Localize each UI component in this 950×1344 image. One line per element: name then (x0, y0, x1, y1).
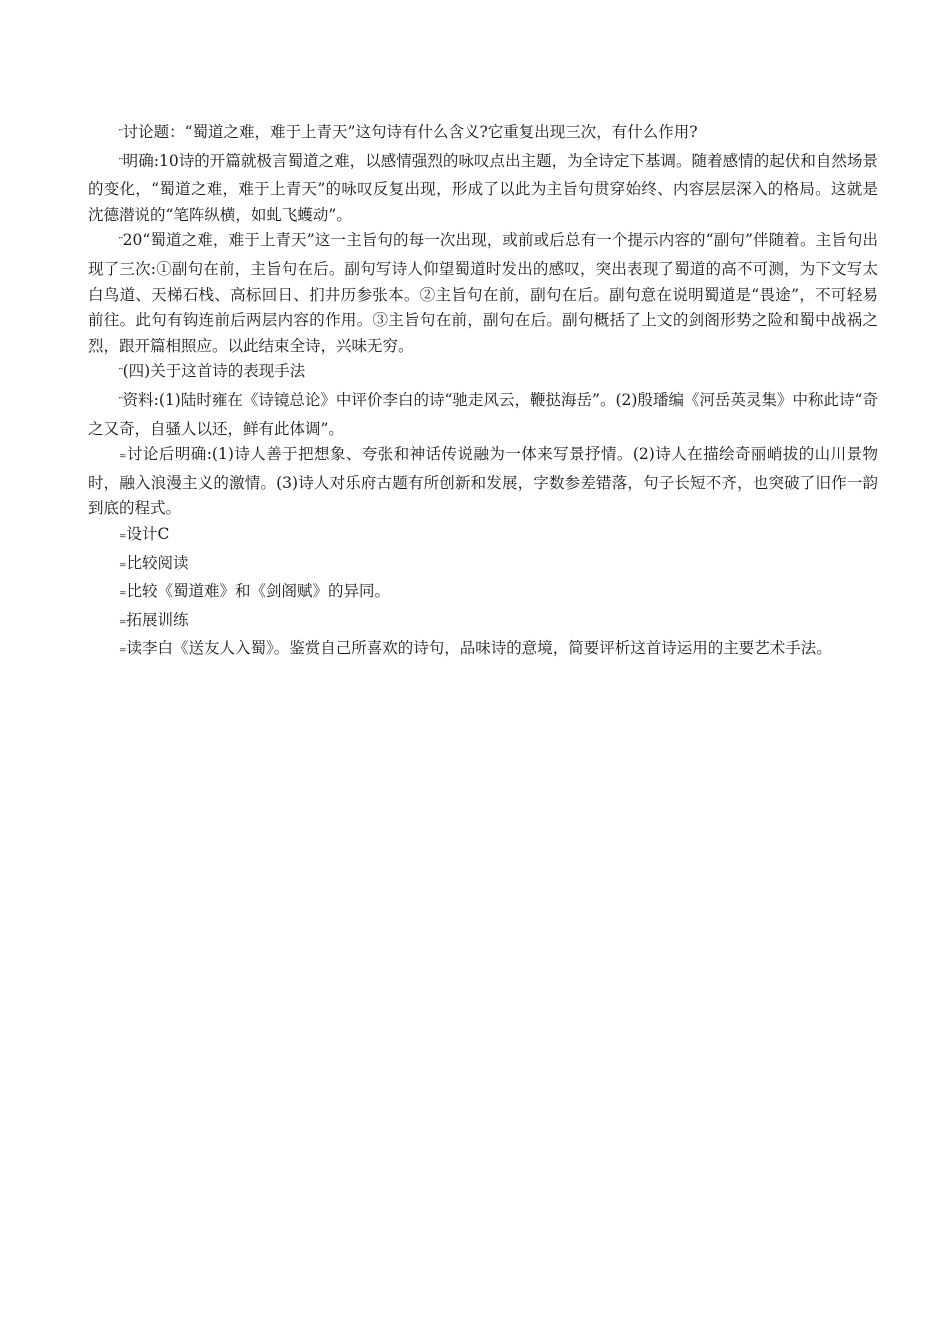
paragraph-text: 拓展训练 (126, 610, 189, 629)
paragraph-marker-icon: = (119, 617, 126, 628)
paragraph-extension-task (88, 636, 878, 665)
section-heading-techniques (88, 359, 878, 388)
paragraph-text: 设计C (126, 524, 170, 543)
paragraph-text: 20“蜀道之难，难于上青天”这一主旨句的每一次出现，或前或后总有一个提示内容的“副句”伴随着。主旨句出现了三次:①副句在前，主旨句在后。副句写诗人仰望蜀道时发出的感叹，突出表现了蜀道的高不可测，为下文写太白鸟道、天梯石栈、高标回日、扪井历参张本。②主旨句在前，副句在后。副句意在说明蜀道是“畏途”，不可轻易前往。此句有钩连前后两层内容的作用。③主旨句在前，副句在后。副句概括了上文的剑阁形势之险和蜀中战祸之烈，跟开篇相照应。以此结束全诗，兴味无穷。 (88, 231, 878, 355)
paragraph-marker-icon: = (119, 560, 126, 571)
paragraph-marker-icon: ⎴ (119, 369, 122, 380)
paragraph-answer-1 (88, 149, 878, 229)
paragraph-comparison-task (88, 579, 878, 608)
paragraph-text: (四)关于这首诗的表现手法 (122, 362, 306, 381)
paragraph-marker-icon: ⎴ (119, 397, 122, 408)
document-body (88, 120, 878, 665)
paragraph-marker-icon: ⎴ (119, 130, 122, 140)
paragraph-text: 资料:(1)陆时雍在《诗镜总论》中评价李白的诗“驰走风云，鞭挞海岳”。(2)殷璠编《河岳英灵集》中称此诗“奇之又奇，自骚人以还，鲜有此体调”。 (88, 390, 878, 438)
paragraph-text: 讨论后明确:(1)诗人善于把想象、夸张和神话传说融为一体来写景抒情。(2)诗人在描绘奇丽峭拔的山川景物时，融入浪漫主义的激情。(3)诗人对乐府古题有所创新和发展，字数参差错落，句子长短不齐，也突破了旧作一韵到底的程式。 (88, 445, 878, 518)
paragraph-text: 读李白《送友人入蜀》。鉴赏自己所喜欢的诗句，品味诗的意境，简要评析这首诗运用的主要艺术手法。 (126, 639, 832, 658)
paragraph-marker-icon: ⎴ (119, 158, 122, 169)
paragraph-text: 讨论题：“蜀道之难，难于上青天”这句诗有什么含义?它重复出现三次，有什么作用? (122, 123, 698, 141)
heading-design-c (88, 522, 878, 551)
paragraph-marker-icon: = (119, 452, 126, 463)
paragraph-text: 明确:10诗的开篇就极言蜀道之难，以感情强烈的咏叹点出主题，为全诗定下基调。随着感情的起伏和自然场景的变化，“蜀道之难，难于上青天”的咏叹反复出现，形成了以此为主旨句贯穿始终、内容层层深入的格局。这就是沈德潜说的“笔阵纵横，如虬飞蠖动”。 (88, 151, 878, 224)
paragraph-marker-icon: = (119, 589, 126, 600)
heading-comparative-reading (88, 551, 878, 580)
paragraph-text: 比较《蜀道难》和《剑阁赋》的异同。 (126, 582, 391, 601)
heading-extension-training (88, 608, 878, 637)
paragraph-text: 比较阅读 (126, 553, 189, 572)
paragraph-discussion-conclusion (88, 442, 878, 522)
paragraph-materials (88, 388, 878, 442)
paragraph-marker-icon: ⎴ (119, 238, 122, 249)
paragraph-discussion-question (88, 120, 878, 149)
paragraph-marker-icon: = (119, 531, 126, 542)
paragraph-answer-2 (88, 228, 878, 359)
paragraph-marker-icon: = (119, 646, 126, 657)
